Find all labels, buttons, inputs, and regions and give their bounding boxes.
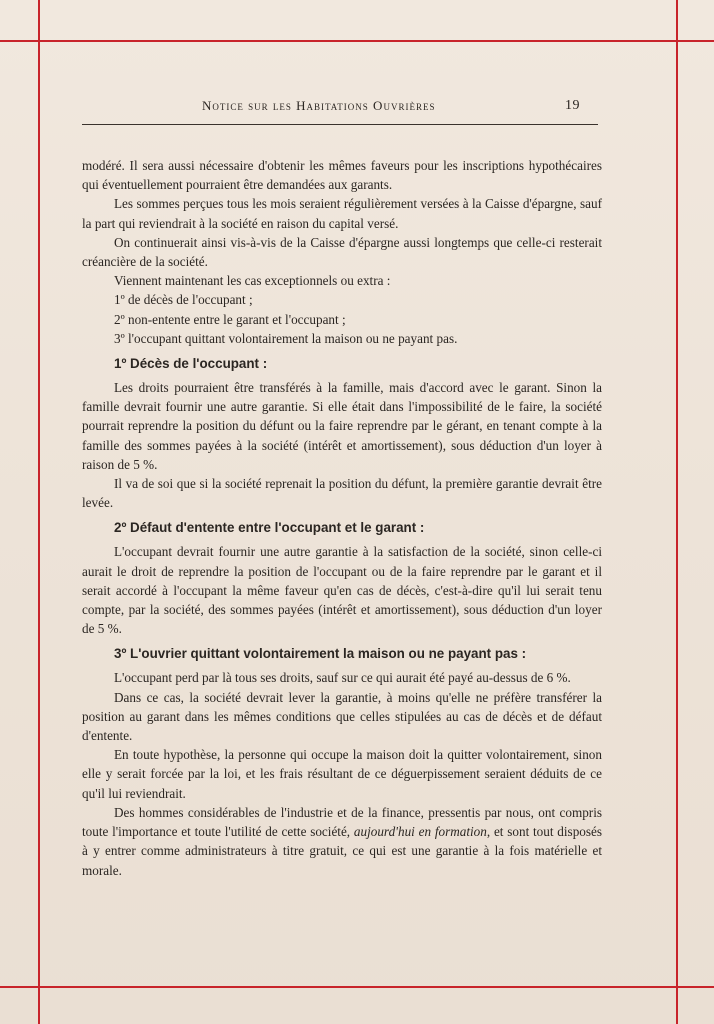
paragraph: Viennent maintenant les cas exceptionnels ou extra : bbox=[114, 273, 391, 289]
red-margin-rule-top bbox=[0, 40, 714, 42]
emphasis-text: aujourd'hui en formation bbox=[353, 824, 487, 840]
header-rule bbox=[82, 124, 598, 125]
paragraph: L'occupant perd par là tous ses droits, sauf sur ce qui aurait été payé au-dessus de 6 %. bbox=[114, 670, 571, 686]
list-item: 1º de décès de l'occupant ; bbox=[114, 292, 253, 308]
paragraph bbox=[82, 803, 602, 880]
paragraph: modéré. Il sera aussi nécessaire d'obtenir les mêmes faveurs pour les inscriptions hypothécaires qui éventuellement pourraient être demandées aux garants. bbox=[82, 158, 602, 193]
red-margin-rule-right bbox=[676, 0, 678, 1024]
section-heading: 2º Défaut d'entente entre l'occupant et le garant : bbox=[114, 520, 425, 536]
paragraph-text: Des hommes considérables de l'industrie et de la finance, pressentis par nous, ont compris toute l'importance et toute l'utilité de cette société, bbox=[82, 804, 602, 840]
body-text bbox=[82, 156, 602, 880]
list-item: 2º non-entente entre le garant et l'occupant ; bbox=[114, 311, 346, 327]
paragraph: Les droits pourraient être transférés à la famille, mais d'accord avec le garant. Sinon la famille devrait fournir une autre garantie. Si elle était dans l'impossibilité de le faire, la société pourrait reprendre la position du défunt ou la faire reprendre par le gérant, en tenant compte à la famille des sommes payées à la société (intérêt et amortissement), sous déduction d'un loyer à raison de 5 %. bbox=[82, 380, 602, 472]
paragraph: Dans ce cas, la société devrait lever la garantie, à moins qu'elle ne préfère transférer la position au garant dans les mêmes conditions que celles stipulées au cas de décès et de défaut d'entente. bbox=[82, 689, 602, 744]
red-margin-rule-bottom bbox=[0, 986, 714, 988]
paragraph: L'occupant devrait fournir une autre garantie à la satisfaction de la société, sinon celle-ci aurait le droit de reprendre la position de l'occupant ou de la faire reprendre par le garant et il serait accordé à l'occupant la même faveur qu'en cas de décès, c'est-à-dire qu'il lui serait tenu compte, par la société, des sommes payées (intérêt et amortissement), sous déduction d'un loyer de 5 %. bbox=[82, 544, 602, 637]
paragraph: Les sommes perçues tous les mois seraient régulièrement versées à la Caisse d'épargne, sauf la part qui reviendrait à la société en raison du capital versé. bbox=[82, 196, 602, 231]
red-margin-rule-left bbox=[38, 0, 40, 1024]
paragraph: En toute hypothèse, la personne qui occupe la maison doit la quitter volontairement, sinon elle y serait forcée par la loi, et les frais résultant de ce déguerpissement seraient déduits de ce qu'il lui reviendrait. bbox=[82, 747, 602, 801]
section-heading: 3º L'ouvrier quittant volontairement la maison ou ne payant pas : bbox=[114, 646, 527, 662]
paragraph: On continuerait ainsi vis-à-vis de la Caisse d'épargne aussi longtemps que celle-ci resterait créancière de la société. bbox=[82, 234, 602, 270]
page-number: 19 bbox=[565, 98, 580, 113]
paragraph-text: , et sont tout disposés à y entrer comme administrateurs à titre gratuit, ce qui est une garantie à la fois matérielle et morale. bbox=[82, 824, 602, 878]
paragraph: Il va de soi que si la société reprenait la position du défunt, la première garantie devrait être levée. bbox=[82, 476, 602, 511]
section-heading: 1º Décès de l'occupant : bbox=[114, 356, 268, 372]
list-item: 3º l'occupant quittant volontairement la maison ou ne payant pas. bbox=[114, 330, 458, 346]
header-title: Notice sur les Habitations Ouvrières bbox=[202, 98, 436, 113]
